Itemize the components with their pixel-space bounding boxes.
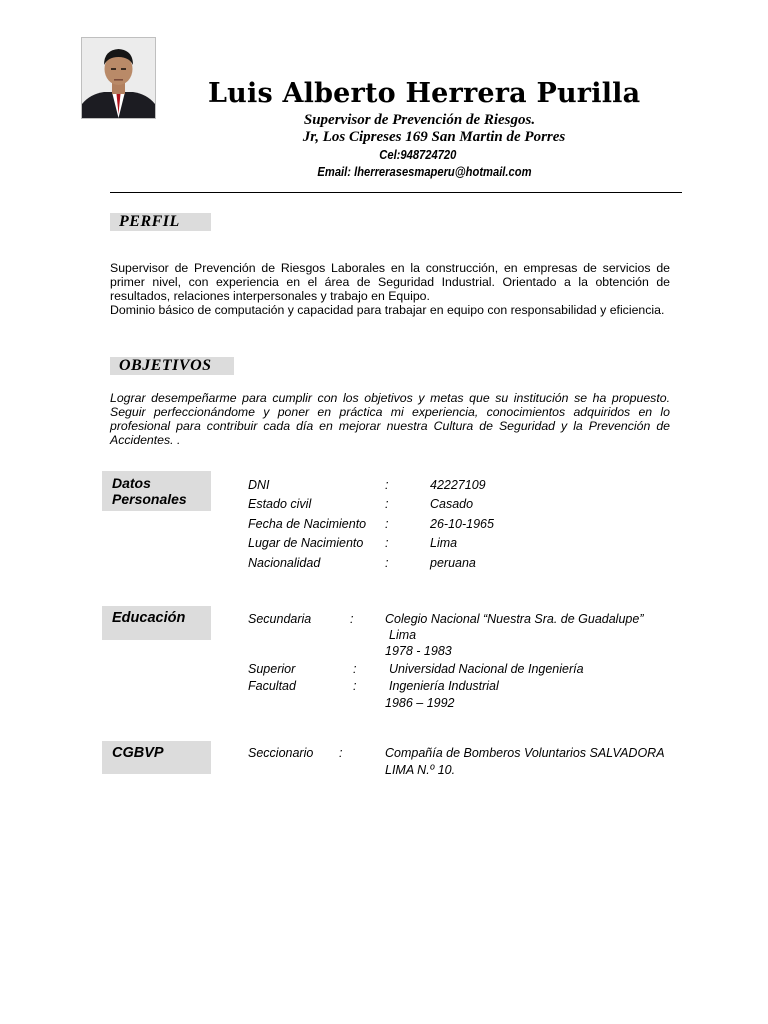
perfil-heading: PERFIL bbox=[119, 213, 180, 230]
seccionario-label: Seccionario bbox=[248, 746, 314, 760]
seccionario-sep: : bbox=[339, 746, 343, 760]
email: Email: lherrerasesmaperu@hotmail.com bbox=[316, 164, 532, 179]
datos-label-line1: Datos bbox=[112, 475, 151, 491]
datos-row-estado-sep: : bbox=[385, 497, 389, 511]
perfil-text bbox=[110, 261, 670, 317]
seccionario-line2: LIMA N.º 10. bbox=[385, 763, 456, 777]
datos-row-lugar-label: Lugar de Nacimiento bbox=[248, 536, 364, 550]
educacion-label: Educación bbox=[112, 610, 186, 626]
candidate-name: Luis Alberto Herrera Purilla bbox=[208, 78, 641, 109]
profile-photo bbox=[81, 37, 156, 119]
datos-row-dni-label: DNI bbox=[248, 478, 270, 492]
objetivos-heading: OBJETIVOS bbox=[119, 357, 212, 374]
perfil-paragraph-1: Supervisor de Prevención de Riesgos Laborales en la construcción, en empresas de servicios de primer nivel, con experiencia en el área de Seguridad Industrial. Orientado a la obtención de resultados, relaciones interpersonales y trabajo en Equipo. bbox=[110, 261, 670, 303]
datos-row-estado-value: Casado bbox=[430, 497, 474, 511]
address: Jr, Los Cipreses 169 San Martin de Porres bbox=[302, 129, 566, 145]
phone-line bbox=[0, 146, 768, 164]
objetivos-paragraph: Lograr desempeñarme para cumplir con los objetivos y metas que su institución se ha propuesto. Seguir perfeccionándome y poner en práctica mi experiencia, conocimientos adquiridos en lo profesional para contribuir cada día en mejorar nuestra Cultura de Seguridad y la Prevención de Accidentes. . bbox=[110, 391, 670, 447]
perfil-heading-bar bbox=[110, 213, 211, 231]
job-title: Supervisor de Prevención de Riesgos. bbox=[303, 112, 536, 128]
datos-row-fecha-sep: : bbox=[385, 517, 389, 531]
secundaria-sep: : bbox=[350, 612, 354, 626]
email-line bbox=[0, 163, 768, 181]
facultad-sep: : bbox=[353, 679, 357, 693]
datos-row-fecha-value: 26-10-1965 bbox=[430, 517, 494, 531]
seccionario-line1: Compañía de Bomberos Voluntarios SALVADORA bbox=[385, 746, 665, 760]
superior-years: 1986 – 1992 bbox=[385, 696, 455, 710]
datos-row-lugar-sep: : bbox=[385, 536, 389, 550]
cgbvp-label: CGBVP bbox=[112, 745, 164, 761]
datos-row-fecha-label: Fecha de Nacimiento bbox=[248, 517, 367, 531]
secundaria-label: Secundaria bbox=[248, 612, 312, 626]
secundaria-years: 1978 - 1983 bbox=[385, 644, 452, 658]
datos-row-nacionalidad-sep: : bbox=[385, 556, 389, 570]
datos-row-estado-label: Estado civil bbox=[248, 497, 312, 511]
header-divider bbox=[110, 192, 682, 193]
datos-row-dni-sep: : bbox=[385, 478, 389, 492]
secundaria-school: Colegio Nacional “Nuestra Sra. de Guadalupe” bbox=[385, 612, 644, 626]
datos-row-nacionalidad-value: peruana bbox=[430, 556, 476, 570]
superior-value: Universidad Nacional de Ingeniería bbox=[389, 662, 584, 676]
perfil-paragraph-2: Dominio básico de computación y capacidad para trabajar en equipo con responsabilidad y eficiencia. bbox=[110, 303, 665, 317]
phone: Cel:948724720 bbox=[379, 147, 457, 162]
datos-row-nacionalidad-label: Nacionalidad bbox=[248, 556, 321, 570]
superior-label: Superior bbox=[248, 662, 296, 676]
objetivos-text bbox=[110, 391, 670, 447]
datos-row-lugar-value: Lima bbox=[430, 536, 458, 550]
cgbvp-box bbox=[102, 741, 211, 774]
datos-label-line2: Personales bbox=[112, 491, 187, 507]
person-portrait-icon bbox=[82, 38, 155, 118]
datos-personales-box bbox=[102, 471, 211, 511]
secundaria-city: Lima bbox=[389, 628, 417, 642]
datos-personales-label bbox=[102, 471, 211, 507]
datos-row-dni-value: 42227109 bbox=[430, 478, 486, 492]
superior-sep: : bbox=[353, 662, 357, 676]
facultad-value: Ingeniería Industrial bbox=[389, 679, 499, 693]
objetivos-heading-bar bbox=[110, 357, 234, 375]
educacion-box bbox=[102, 606, 211, 640]
facultad-label: Facultad bbox=[248, 679, 296, 693]
